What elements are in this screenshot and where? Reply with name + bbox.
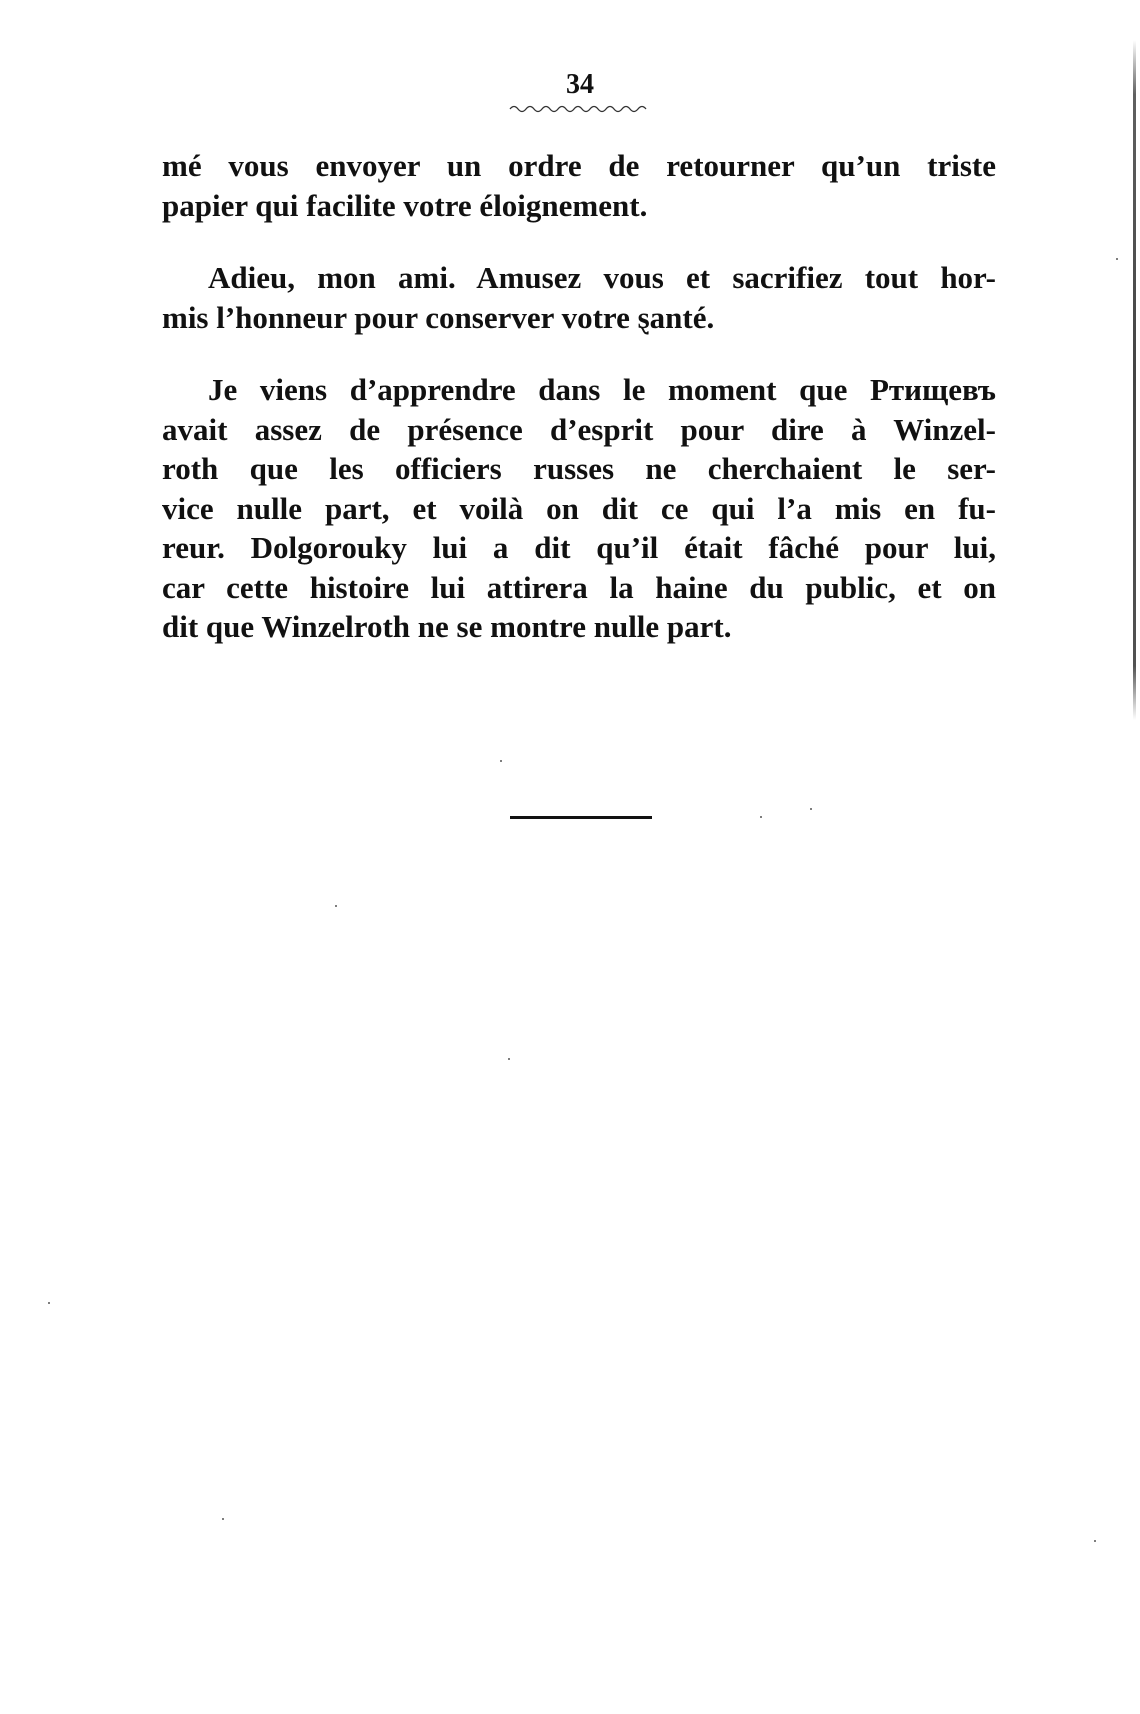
text-line: mé vous envoyer un ordre de retourner qu’un triste — [162, 148, 996, 183]
print-speck — [48, 1302, 50, 1304]
text-line: papier qui facilite votre éloignement. — [162, 187, 648, 223]
print-speck — [508, 1058, 510, 1060]
print-speck — [1094, 1540, 1096, 1542]
text-line: mis l’honneur pour conserver votre ȿanté. — [162, 299, 715, 335]
text-line: avait assez de présence d’esprit pour dire à Winzel- — [162, 411, 996, 447]
print-speck — [500, 760, 502, 762]
print-speck — [810, 808, 812, 810]
text-line: Adieu, mon ami. Amusez vous et sacrifiez tout hor- — [208, 260, 996, 295]
paragraph-3 — [162, 370, 996, 647]
text-line: dit que Winzelroth ne se montre nulle part. — [162, 609, 732, 644]
paragraph-2 — [162, 258, 996, 337]
text-line: vice nulle part, et voilà on dit ce qui l’a mis en fu- — [162, 490, 996, 526]
wavy-ornament — [508, 102, 648, 116]
page-number: 34 — [566, 69, 594, 100]
print-speck — [335, 905, 337, 907]
text-line: Je viens d’apprendre dans le moment que Ртищевъ — [208, 372, 996, 407]
text-line: car cette histoire lui attirera la haine du public, et on — [162, 569, 996, 605]
text-line: reur. Dolgorouky lui a dit qu’il était fâché pour lui, — [162, 530, 996, 565]
print-speck — [222, 1518, 224, 1520]
paragraph-1 — [162, 146, 996, 225]
print-speck — [760, 816, 762, 818]
print-speck — [1116, 258, 1118, 260]
text-line: roth que les officiers russes ne cherchaient le ser- — [162, 451, 996, 486]
end-of-section-rule — [510, 816, 652, 819]
page-edge-shadow — [1133, 40, 1136, 720]
